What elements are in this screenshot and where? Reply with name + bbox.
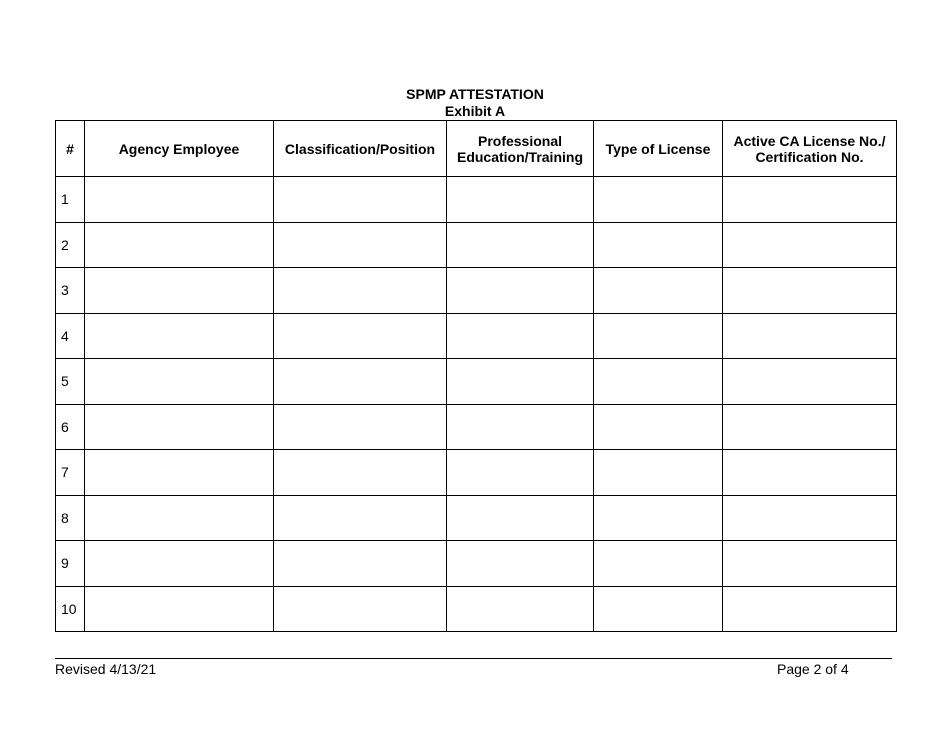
- table-row: [56, 495, 897, 541]
- education-cell[interactable]: [447, 450, 594, 496]
- classification-cell[interactable]: [274, 541, 447, 587]
- classification-cell[interactable]: [274, 586, 447, 632]
- header-classification-position: Classification/Position: [274, 121, 447, 177]
- title-block: [0, 86, 950, 120]
- classification-cell[interactable]: [274, 450, 447, 496]
- classification-cell[interactable]: [274, 359, 447, 405]
- classification-cell[interactable]: [274, 268, 447, 314]
- row-number: 2: [56, 222, 85, 268]
- license-number-cell[interactable]: [723, 495, 897, 541]
- attestation-table: [55, 120, 897, 632]
- education-cell[interactable]: [447, 268, 594, 314]
- row-number: 3: [56, 268, 85, 314]
- agency-employee-cell[interactable]: [85, 177, 274, 223]
- table-row: [56, 313, 897, 359]
- license-number-cell[interactable]: [723, 586, 897, 632]
- row-number: 5: [56, 359, 85, 405]
- agency-employee-cell[interactable]: [85, 495, 274, 541]
- table-row: [56, 450, 897, 496]
- license-number-cell[interactable]: [723, 222, 897, 268]
- table-header-row: [56, 121, 897, 177]
- table-row: [56, 268, 897, 314]
- agency-employee-cell[interactable]: [85, 450, 274, 496]
- agency-employee-cell[interactable]: [85, 268, 274, 314]
- education-cell[interactable]: [447, 586, 594, 632]
- row-number: 1: [56, 177, 85, 223]
- classification-cell[interactable]: [274, 313, 447, 359]
- table-row: [56, 222, 897, 268]
- table-row: [56, 404, 897, 450]
- header-license-number: Active CA License No./ Certification No.: [723, 121, 897, 177]
- table-row: [56, 586, 897, 632]
- license-type-cell[interactable]: [594, 313, 723, 359]
- agency-employee-cell[interactable]: [85, 313, 274, 359]
- license-type-cell[interactable]: [594, 268, 723, 314]
- header-agency-employee: Agency Employee: [85, 121, 274, 177]
- table-row: [56, 359, 897, 405]
- agency-employee-cell[interactable]: [85, 222, 274, 268]
- revised-date: Revised 4/13/21: [55, 661, 157, 677]
- license-number-cell[interactable]: [723, 313, 897, 359]
- license-type-cell[interactable]: [594, 495, 723, 541]
- row-number: 6: [56, 404, 85, 450]
- header-number: #: [56, 121, 85, 177]
- agency-employee-cell[interactable]: [85, 541, 274, 587]
- license-number-cell[interactable]: [723, 359, 897, 405]
- classification-cell[interactable]: [274, 177, 447, 223]
- page-number: Page 2 of 4: [777, 661, 849, 677]
- license-number-cell[interactable]: [723, 268, 897, 314]
- agency-employee-cell[interactable]: [85, 404, 274, 450]
- row-number: 7: [56, 450, 85, 496]
- classification-cell[interactable]: [274, 495, 447, 541]
- table-row: [56, 177, 897, 223]
- license-number-cell[interactable]: [723, 450, 897, 496]
- license-type-cell[interactable]: [594, 222, 723, 268]
- license-type-cell[interactable]: [594, 541, 723, 587]
- classification-cell[interactable]: [274, 404, 447, 450]
- agency-employee-cell[interactable]: [85, 359, 274, 405]
- row-number: 10: [56, 586, 85, 632]
- row-number: 9: [56, 541, 85, 587]
- education-cell[interactable]: [447, 541, 594, 587]
- education-cell[interactable]: [447, 404, 594, 450]
- header-professional-education: Professional Education/Training: [447, 121, 594, 177]
- agency-employee-cell[interactable]: [85, 586, 274, 632]
- license-number-cell[interactable]: [723, 541, 897, 587]
- license-number-cell[interactable]: [723, 404, 897, 450]
- license-number-cell[interactable]: [723, 177, 897, 223]
- row-number: 8: [56, 495, 85, 541]
- document-subtitle: Exhibit A: [444, 103, 506, 119]
- education-cell[interactable]: [447, 222, 594, 268]
- row-number: 4: [56, 313, 85, 359]
- license-type-cell[interactable]: [594, 404, 723, 450]
- classification-cell[interactable]: [274, 222, 447, 268]
- document-title: SPMP ATTESTATION: [406, 86, 544, 102]
- education-cell[interactable]: [447, 313, 594, 359]
- header-type-of-license: Type of License: [594, 121, 723, 177]
- license-type-cell[interactable]: [594, 450, 723, 496]
- license-type-cell[interactable]: [594, 359, 723, 405]
- table-row: [56, 541, 897, 587]
- education-cell[interactable]: [447, 495, 594, 541]
- education-cell[interactable]: [447, 177, 594, 223]
- license-type-cell[interactable]: [594, 586, 723, 632]
- license-type-cell[interactable]: [594, 177, 723, 223]
- education-cell[interactable]: [447, 359, 594, 405]
- footer-divider: [55, 658, 892, 659]
